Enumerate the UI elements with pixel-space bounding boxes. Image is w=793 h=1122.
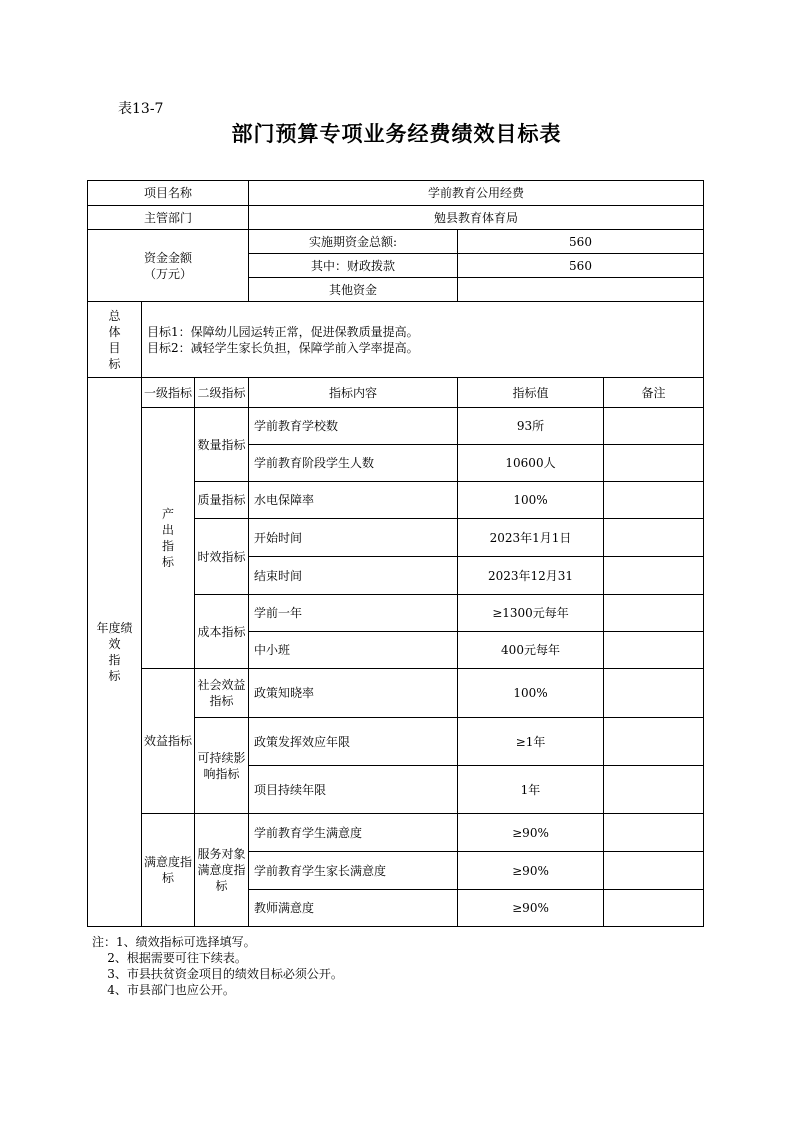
- table-row: [88, 230, 704, 254]
- indicator-content: 学前教育学校数: [249, 408, 458, 445]
- indicator-value: ≥1年: [458, 718, 604, 766]
- quality-indicator-label: 质量指标: [195, 482, 249, 519]
- indicator-remark: [604, 408, 704, 445]
- indicator-remark: [604, 766, 704, 814]
- indicator-value: 100%: [458, 482, 604, 519]
- footnote-4: 4、市县部门也应公开。: [92, 983, 235, 997]
- indicator-content: 教师满意度: [249, 890, 458, 927]
- satisfaction-indicators-label: 满意度指标: [142, 814, 195, 927]
- indicator-remark: [604, 519, 704, 557]
- service-satisfaction-label: 服务对象满意度指标: [195, 814, 249, 927]
- indicator-value: 2023年1月1日: [458, 519, 604, 557]
- indicator-content: 学前一年: [249, 595, 458, 632]
- indicator-content: 中小班: [249, 632, 458, 669]
- footnote-3: 3、市县扶贫资金项目的绩效目标必须公开。: [92, 967, 343, 981]
- indicator-content: 学前教育学生家长满意度: [249, 852, 458, 890]
- indicator-content: 结束时间: [249, 557, 458, 595]
- other-funds-value: [458, 278, 704, 302]
- department-value: 勉县教育体育局: [249, 206, 704, 230]
- indicator-remark: [604, 557, 704, 595]
- fund-amount-label-line2: （万元）: [143, 266, 192, 281]
- table-number: 表13-7: [118, 101, 164, 117]
- header-remark: 备注: [604, 378, 704, 408]
- performance-target-table: [87, 180, 704, 927]
- indicator-value: 10600人: [458, 445, 604, 482]
- indicator-remark: [604, 890, 704, 927]
- indicator-content: 政策知晓率: [249, 669, 458, 718]
- page-title: 部门预算专项业务经费绩效目标表: [231, 122, 562, 146]
- footnote-2: 2、根据需要可往下续表。: [92, 951, 247, 965]
- indicator-value: ≥1300元每年: [458, 595, 604, 632]
- indicator-remark: [604, 595, 704, 632]
- indicator-remark: [604, 445, 704, 482]
- indicator-remark: [604, 632, 704, 669]
- indicator-value: 2023年12月31: [458, 557, 604, 595]
- table-row: [88, 408, 704, 445]
- fund-amount-label-line1: 资金金额: [143, 250, 192, 265]
- indicator-remark: [604, 718, 704, 766]
- cost-indicator-label: 成本指标: [195, 595, 249, 669]
- header-value: 指标值: [458, 378, 604, 408]
- department-label: 主管部门: [88, 206, 249, 230]
- other-funds-label: 其他资金: [249, 278, 458, 302]
- indicator-value: 400元每年: [458, 632, 604, 669]
- indicator-remark: [604, 814, 704, 852]
- goal-2: 目标2：减轻学生家长负担，保障学前入学率提高。: [147, 340, 419, 355]
- table-row: [88, 378, 704, 408]
- benefit-indicators-label: 效益指标: [142, 669, 195, 814]
- social-benefit-label: 社会效益指标: [195, 669, 249, 718]
- indicator-value: ≥90%: [458, 890, 604, 927]
- table-row: [88, 206, 704, 230]
- quantity-indicator-label: 数量指标: [195, 408, 249, 482]
- table-row: [88, 814, 704, 852]
- footnote-1: 注：1、绩效指标可选择填写。: [92, 935, 256, 949]
- project-name-value: 学前教育公用经费: [249, 181, 704, 206]
- header-level2: 二级指标: [195, 378, 249, 408]
- sustainable-impact-label: 可持续影响指标: [195, 718, 249, 814]
- table-row: [88, 302, 704, 378]
- indicator-content: 水电保障率: [249, 482, 458, 519]
- indicator-value: 1年: [458, 766, 604, 814]
- indicator-remark: [604, 482, 704, 519]
- indicator-value: 100%: [458, 669, 604, 718]
- indicator-remark: [604, 852, 704, 890]
- header-content: 指标内容: [249, 378, 458, 408]
- table-row: [88, 181, 704, 206]
- overall-goals-label: 总 体 目 标: [88, 302, 142, 378]
- time-indicator-label: 时效指标: [195, 519, 249, 595]
- indicator-content: 学前教育学生满意度: [249, 814, 458, 852]
- footnotes: [92, 934, 343, 998]
- header-level1: 一级指标: [142, 378, 195, 408]
- output-indicators-label: 产 出 指 标: [142, 408, 195, 669]
- table-row: [88, 669, 704, 718]
- indicator-value: 93所: [458, 408, 604, 445]
- project-name-label: 项目名称: [88, 181, 249, 206]
- overall-goals-content: [142, 302, 704, 378]
- goal-1: 目标1：保障幼儿园运转正常，促进保教质量提高。: [147, 324, 419, 339]
- fiscal-funds-value: 560: [458, 254, 704, 278]
- total-funds-value: 560: [458, 230, 704, 254]
- indicator-content: 开始时间: [249, 519, 458, 557]
- annual-indicators-label: 年度绩 效 指 标: [88, 378, 142, 927]
- total-funds-label: 实施期资金总额:: [249, 230, 458, 254]
- indicator-content: 政策发挥效应年限: [249, 718, 458, 766]
- indicator-value: ≥90%: [458, 814, 604, 852]
- fund-amount-label: [88, 230, 249, 302]
- indicator-value: ≥90%: [458, 852, 604, 890]
- indicator-content: 学前教育阶段学生人数: [249, 445, 458, 482]
- indicator-content: 项目持续年限: [249, 766, 458, 814]
- fiscal-funds-label: 其中：财政拨款: [249, 254, 458, 278]
- indicator-remark: [604, 669, 704, 718]
